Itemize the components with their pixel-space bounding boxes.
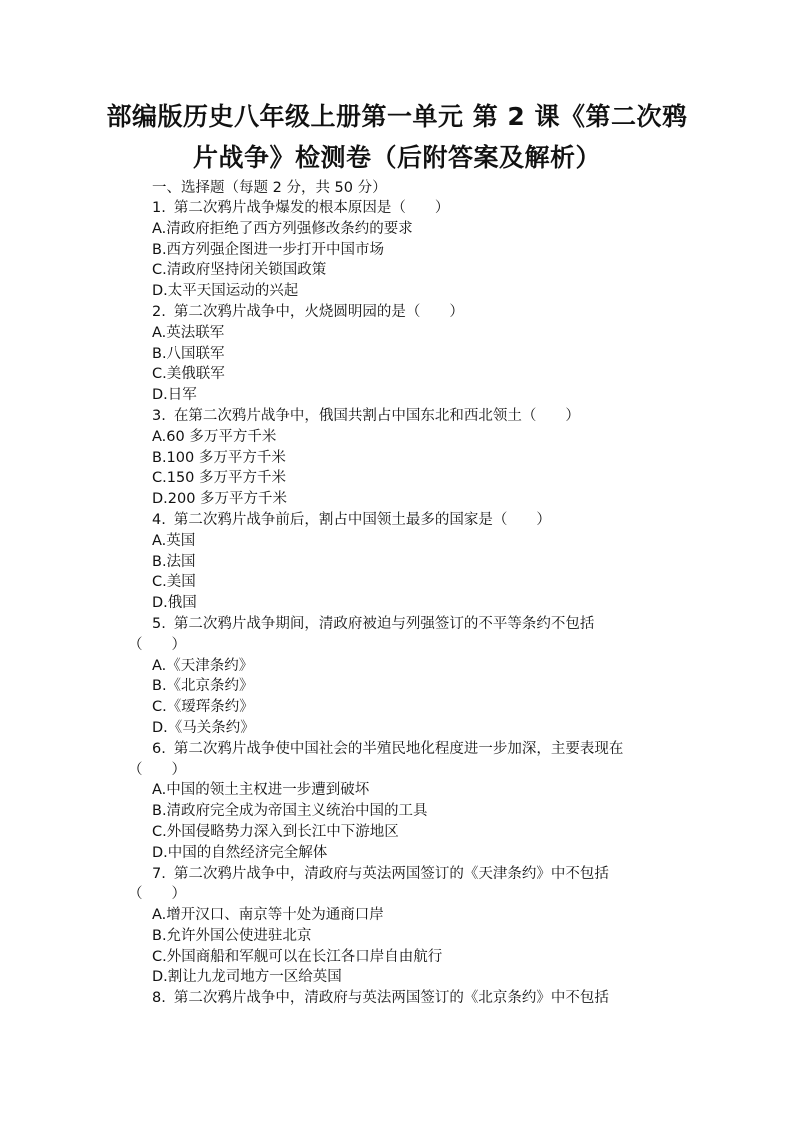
question-4 — [128, 510, 688, 531]
option-3c: C.150 多万平方千米 — [152, 470, 287, 487]
option-1b: B.西方列强企图进一步打开中国市场 — [152, 241, 385, 258]
question-number: 6. — [152, 740, 166, 757]
question-1 — [128, 198, 688, 219]
question-3 — [128, 406, 688, 427]
question-text: 第二次鸦片战争中，清政府与英法两国签订的《天津条约》中不包括 — [173, 865, 609, 882]
question-2 — [128, 302, 688, 323]
question-number: 2. — [152, 303, 166, 320]
question-6-blank: （ ） — [128, 761, 186, 778]
question-number: 3. — [152, 407, 166, 424]
option-4c: C.美国 — [152, 574, 196, 591]
question-5 — [128, 614, 688, 635]
option-7d: D.割让九龙司地方一区给英国 — [152, 969, 342, 986]
option-4a: A.英国 — [152, 532, 196, 549]
question-number: 4. — [152, 511, 166, 528]
option-7a: A.增开汉口、南京等十处为通商口岸 — [152, 907, 384, 924]
document-title-line-2: 片战争》检测卷（后附答案及解析） — [192, 143, 601, 172]
question-text: 第二次鸦片战争中，清政府与英法两国签订的《北京条约》中不包括 — [173, 990, 609, 1007]
option-1d: D.太平天国运动的兴起 — [152, 283, 299, 300]
option-6b: B.清政府完全成为帝国主义统治中国的工具 — [152, 803, 428, 820]
option-5d: D.《马关条约》 — [152, 719, 255, 736]
question-5-blank: （ ） — [128, 636, 186, 653]
question-number: 7. — [152, 865, 166, 882]
question-text: 第二次鸦片战争期间，清政府被迫与列强签订的不平等条约不包括 — [173, 615, 595, 632]
option-7c: C.外国商船和军舰可以在长江各口岸自由航行 — [152, 948, 443, 965]
option-3a: A.60 多万平方千米 — [152, 428, 277, 445]
question-number: 5. — [152, 615, 166, 632]
option-7b: B.允许外国公使进驻北京 — [152, 927, 312, 944]
option-4d: D.俄国 — [152, 595, 197, 612]
question-text: 第二次鸦片战争中，火烧圆明园的是（ ） — [173, 303, 464, 320]
question-list — [128, 198, 688, 1009]
option-1c: C.清政府坚持闭关锁国政策 — [152, 262, 327, 279]
option-5c: C.《瑷珲条约》 — [152, 699, 254, 716]
option-3d: D.200 多万平方千米 — [152, 491, 288, 508]
option-1a: A.清政府拒绝了西方列强修改条约的要求 — [152, 220, 413, 237]
question-7-blank: （ ） — [128, 886, 186, 903]
question-text: 第二次鸦片战争爆发的根本原因是（ ） — [173, 200, 450, 216]
option-3b: B.100 多万平方千米 — [152, 449, 286, 466]
option-5b: B.《北京条约》 — [152, 678, 254, 695]
document-title-line-1: 部编版历史八年级上册第一单元 第 2 课《第二次鸦 — [106, 102, 688, 131]
question-7 — [128, 864, 688, 885]
question-number: 1. — [152, 200, 166, 216]
question-text: 第二次鸦片战争使中国社会的半殖民地化程度进一步加深，主要表现在 — [173, 740, 624, 757]
option-2a: A.英法联军 — [152, 324, 225, 341]
option-6d: D.中国的自然经济完全解体 — [152, 844, 328, 861]
option-4b: B.法国 — [152, 553, 196, 570]
question-text: 在第二次鸦片战争中，俄国共割占中国东北和西北领土（ ） — [173, 407, 580, 424]
option-6a: A.中国的领土主权进一步遭到破坏 — [152, 782, 370, 799]
option-6c: C.外国侵略势力深入到长江中下游地区 — [152, 823, 399, 840]
option-5a: A.《天津条约》 — [152, 657, 254, 674]
option-2d: D.日军 — [152, 387, 197, 404]
question-number: 8. — [152, 990, 166, 1007]
option-2c: C.美俄联军 — [152, 366, 225, 383]
question-8 — [128, 988, 688, 1009]
question-text: 第二次鸦片战争前后，割占中国领土最多的国家是（ ） — [173, 511, 551, 528]
section-heading: 一、选择题（每题 2 分，共 50 分） — [152, 180, 387, 196]
question-6 — [128, 739, 688, 760]
option-2b: B.八国联军 — [152, 345, 225, 362]
